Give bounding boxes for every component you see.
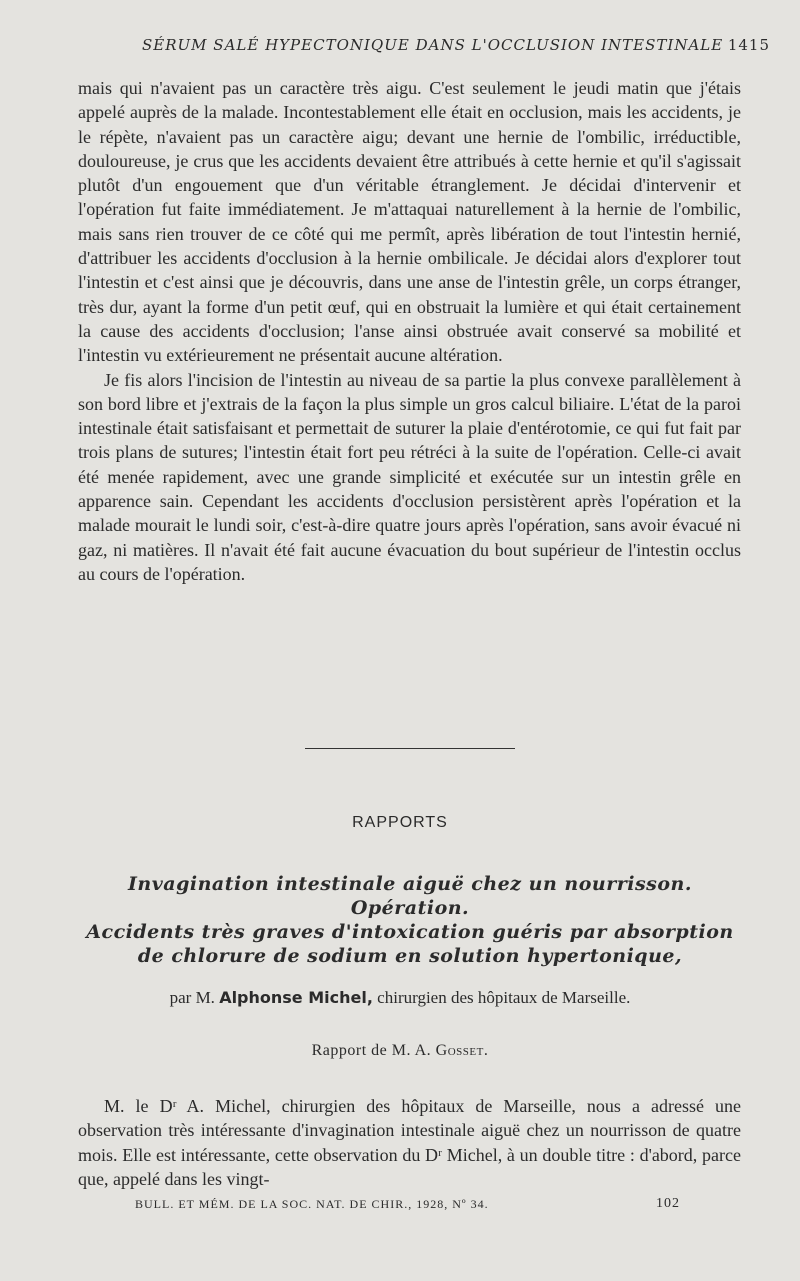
report-byline <box>0 1042 800 1060</box>
author-affiliation: chirurgien des hôpitaux de Marseille. <box>377 988 631 1007</box>
article-title-line-2: Opération. <box>350 897 470 919</box>
author-line <box>0 988 800 1008</box>
article-title-line-1: Invagination intestinale aiguë chez un nourrisson. <box>128 873 692 895</box>
report-text <box>78 1094 741 1191</box>
section-divider <box>305 748 515 749</box>
section-title: RAPPORTS <box>352 814 448 831</box>
running-title: SÉRUM SALÉ HYPECTONIQUE DANS L'OCCLUSION INTESTINALE <box>142 36 724 54</box>
page-footer <box>0 1197 800 1217</box>
running-header <box>0 36 800 58</box>
article-title-line-3: Accidents très graves d'intoxication guéris par absorption <box>86 921 734 943</box>
report-paragraph-1: M. le Dʳ A. Michel, chirurgien des hôpitaux de Marseille, nous a adressé une observation très intéressante d'invagination intestinale aiguë chez un nourrisson de quatre mois. Elle est intéressante, cette observation du Dʳ Michel, à un double titre : d'abord, parce que, appelé dans les vingt- <box>78 1096 741 1189</box>
author-prefix: par M. <box>169 988 215 1007</box>
page-number: 1415 <box>727 36 770 54</box>
report-author: Gosset. <box>435 1042 489 1059</box>
paragraph-1: mais qui n'avaient pas un caractère très aigu. C'est seulement le jeudi matin que j'étais appelé auprès de la malade. Incontestablement elle était en occlusion, mais les accidents, je le répète, n'avaient pas un caractère aigu; devant une hernie de l'ombilic, irréductible, douloureuse, je crus que les accidents devaient être attribués à cette hernie et qu'il s'agissait plutôt d'un engouement que d'un véritable étranglement. Je décidai d'intervenir et l'opération fut faite immédiatement. Je m'attaquai naturellement à la hernie de l'ombilic, mais sans rien trouver de ce côté qui me permît, après libération de tout l'intestin hernié, d'attribuer les accidents d'occlusion à la hernie ombilicale. Je décidai alors d'explorer tout l'intestin et c'est ainsi que je découvris, dans une anse de l'intestin grêle, un corps étranger, très dur, ayant la forme d'un petit œuf, qui en obstruait la lumière et qui était certainement la cause des accidents d'occlusion; l'anse ainsi obstruée avait conservé sa mobilité et l'intestin vu extérieurement ne présentait aucune altération. <box>78 78 741 366</box>
author-name: Alphonse Michel, <box>219 988 373 1007</box>
article-title-line-4: de chlorure de sodium en solution hypertonique, <box>137 945 683 967</box>
sheet-number: 102 <box>656 1196 680 1211</box>
paragraph-2: Je fis alors l'incision de l'intestin au niveau de sa partie la plus convexe parallèlement à son bord libre et j'extrais de la façon la plus simple un gros calcul biliaire. L'état de la paroi intestinale était satisfaisant et permettait de suturer la plaie d'entérotomie, ce qui fut fait par trois plans de sutures; l'intestin était fort peu rétréci à la suite de l'opération. Celle-ci avait été menée rapidement, avec une grande simplicité et exécutée sur un intestin grêle en apparence sain. Cependant les accidents d'occlusion persistèrent après l'opération et la malade mourait le lundi soir, c'est-à-dire quatre jours après l'opération, sans avoir évacué ni gaz, ni matières. Il n'avait été fait aucune évacuation du bout supérieur de l'intestin occlus au cours de l'opération. <box>78 369 741 584</box>
report-prefix: Rapport de M. A. <box>311 1042 432 1059</box>
main-text <box>78 76 741 586</box>
article-title <box>60 872 760 968</box>
journal-reference: BULL. ET MÉM. DE LA SOC. NAT. DE CHIR., 1928, Nº 34. <box>135 1197 489 1211</box>
